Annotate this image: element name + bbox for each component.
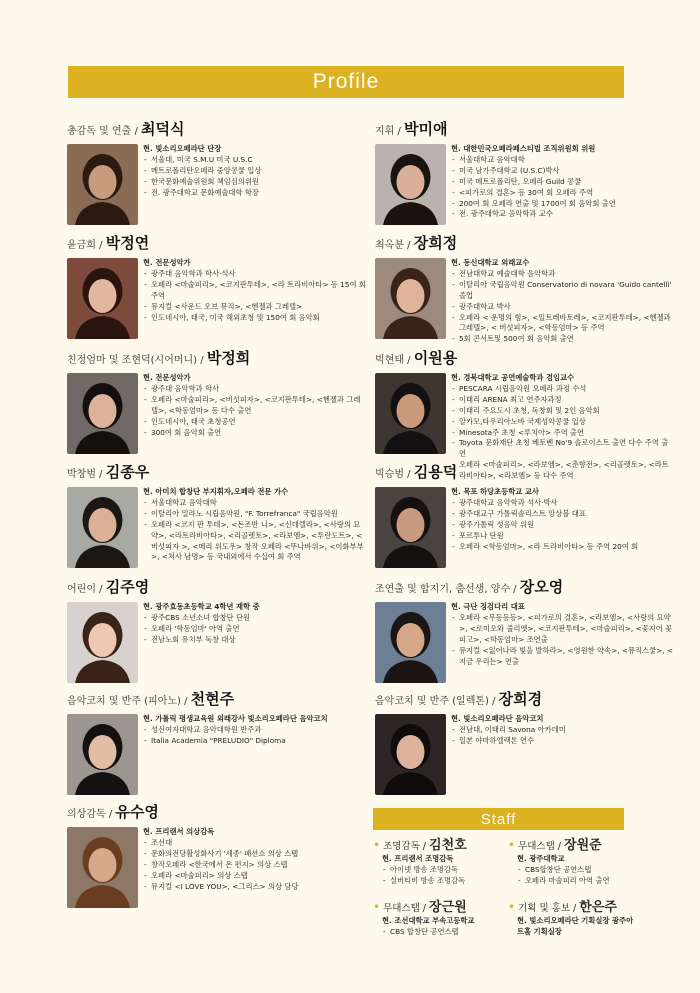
profile-role (375, 236, 675, 253)
profile-role (67, 692, 367, 709)
person-name: 김천호 (429, 838, 467, 853)
role-label: 의상감독 / (67, 809, 116, 820)
bio-heading: 현. 프리랜서 의상감독 (143, 827, 215, 836)
bio-item: - Minesota주 초청 <루치아> 주역 출연 (451, 428, 675, 439)
staff-item: - 아이넷 방송 조명감독 (382, 865, 503, 876)
person-name: 김용덕 (413, 463, 458, 481)
role-label: 조명감독 / (383, 841, 430, 852)
bullet-icon: • (508, 838, 516, 852)
bio-item: - 알카모,타우리아노바 국제성악콩쿨 입상 (451, 417, 675, 428)
profile-entry (375, 692, 675, 795)
staff-item: - CBS 합창단 공연스탭 (382, 927, 503, 938)
bio-text (451, 258, 675, 345)
person-name: 김종우 (105, 463, 150, 481)
bio-heading: 현. 아미치 합창단 부지휘자,오페라 전문 가수 (143, 487, 289, 496)
staff-role (373, 900, 503, 916)
profile-role (375, 351, 675, 368)
staff-heading: 현. 빛소리오페라단 기획실장 광주아트홀 기획실장 (517, 916, 634, 936)
profile-entry (375, 465, 675, 568)
role-label: 무대스탭 / (383, 903, 430, 914)
profile-entry (375, 580, 675, 683)
bio-item: - 광주대 음악학과 학사 (143, 384, 367, 395)
bio-item: - 오페라 <코지 판 투테>, <돈조반 니>, <신데렐라>, <사랑의 묘약>, <라트라비아타>, <리골렛토>, <라보엠>, <투란도트>, <버섯피자 >, <메리 위도우> 창작 오페라 <뚜나바위>, <이화부부>, <처사 남명> 등 국내외에서 수십여 회 주역 (143, 520, 367, 564)
bio-item: - 인도네시아, 태국, 미국 해외초청 및 150여 회 음악회 (143, 313, 367, 324)
bio-item: - 이태리 주요도시 초청, 독창회 및 2인 음악회 (451, 406, 675, 417)
profile-role (67, 580, 367, 597)
portrait-photo (375, 373, 446, 454)
bio-heading: 현. 가톨릭 평생교육원 외래강사 빛소리오페라단 음악코치 (143, 714, 328, 723)
staff-heading: 현. 조선대학교 부속고등학교 (382, 916, 475, 925)
portrait-photo (375, 602, 446, 683)
bio-item: - 이태리 ARENA 최고 연주자과정 (451, 395, 675, 406)
role-label: 빅현태 / (375, 355, 414, 366)
person-name: 이원용 (413, 349, 458, 367)
bio-item: - 5회 콘서트및 500여 회 음악회 출연 (451, 334, 675, 345)
bio-text (143, 714, 367, 795)
bio-heading: 현. 극단 징검다리 대표 (451, 602, 525, 611)
staff-heading: 현. 프리랜서 조명감독 (382, 854, 454, 863)
bullet-icon: • (373, 838, 381, 852)
bio-item: - 성신여자대학교 음악대학원 반주과 (143, 725, 367, 736)
role-label: 어린이 / (67, 584, 106, 595)
bio-text (143, 487, 367, 568)
portrait-photo (67, 144, 138, 225)
profile-entry (67, 580, 367, 683)
staff-role (508, 838, 638, 854)
bio-text (451, 487, 675, 568)
role-label: 총감독 및 연출 / (67, 126, 142, 137)
bio-item: - 오페라 <마술피리>, <버섯피자>, <코지판투테>, <헨젤과 그레텔>, <학동엄마> 등 다수 출연 (143, 395, 367, 417)
bio-item: - PESCARA 시립음악원 오페라 과정 수석 (451, 384, 675, 395)
profile-banner (68, 66, 624, 98)
profile-role (67, 351, 367, 368)
bio-text (143, 827, 367, 908)
profile-entry (67, 351, 367, 454)
portrait-photo (67, 714, 138, 795)
bio-item: - 이탈리아 밀라노 시립음악원, "F. Torrefranca" 국립음악원 (143, 509, 367, 520)
person-name: 장근원 (429, 900, 467, 915)
bio-item: - 인도네시아, 태국 초청공연 (143, 417, 367, 428)
bio-text (143, 258, 367, 339)
bio-item: - 오페라 <마술피리>, <코지판투테>, <라 트라비아타> 등 15여 회 주역 (143, 280, 367, 302)
staff-item: - 실버티비 방송 조명감독 (382, 876, 503, 887)
bio-item: - 서울대, 미국 S.M.U 미국 U.S.C (143, 155, 367, 166)
portrait-photo (67, 827, 138, 908)
role-label: 최옥분 / (375, 240, 414, 251)
bio-item: - 포르투나 단원 (451, 531, 675, 542)
bio-item: - 광주대 음악학과 학사·석사 (143, 269, 367, 280)
bio-item: - 뮤지컬 <사운드 오브 뮤직>, <헨젤과 그레텔> (143, 302, 367, 313)
bio-text (451, 144, 675, 225)
bio-item: - 오페라 <마술피리>, <라보엠>, <춘향전>, <리골렛토>, <라트라비아타>, <라보엠> 등 다수 주역 (451, 460, 675, 482)
person-name: 장원준 (564, 838, 602, 853)
role-label: 무대스탭 / (518, 841, 565, 852)
bio-heading: 현. 전문성악가 (143, 258, 191, 267)
person-name: 박정희 (206, 349, 251, 367)
role-label: 음악코치 및 반주 (일렉톤) / (375, 696, 499, 707)
role-label: 기획 및 홍보 / (518, 903, 580, 914)
bio-heading: 현. 빛소리오페라단 단장 (143, 144, 222, 153)
person-name: 박미애 (404, 120, 448, 138)
role-label: 친정엄마 및 조현덕(시어머니) / (67, 355, 207, 366)
profile-entry (67, 236, 367, 339)
bio-item: - 광주대학교 박사 (451, 302, 675, 313)
person-name: 장오영 (519, 578, 564, 596)
profile-entry (375, 122, 675, 225)
role-label: 조연출 및 합지기, 춤선생, 양수 / (375, 584, 520, 595)
bio-item: - 200여 회 오페라 연출 및 1700여 회 음악회 출연 (451, 199, 675, 210)
staff-title: Staff (480, 810, 517, 828)
staff-item: - CBS합창단 공연스탭 (517, 865, 638, 876)
person-name: 최덕식 (141, 120, 185, 138)
staff-role (373, 838, 503, 854)
portrait-photo (67, 258, 138, 339)
bio-item: - 광주대학교 음악학과 석사·박사 (451, 498, 675, 509)
person-name: 장희정 (413, 234, 458, 252)
bio-item: - 조선대 (143, 838, 367, 849)
bio-item: - 300여 회 음악회 출연 (143, 428, 367, 439)
profile-role (375, 692, 675, 709)
staff-entry (373, 900, 503, 938)
profile-entry (67, 692, 367, 795)
bio-text (143, 602, 367, 683)
bio-item: - 이탈리아 국립음악원 Conservatorio di novara 'Guido cantelli' 졸업 (451, 280, 675, 302)
portrait-photo (67, 602, 138, 683)
bio-item: - 서울대학교 음악대학 (143, 498, 367, 509)
bio-heading: 현. 빛소리오페라단 음악코치 (451, 714, 544, 723)
bio-item: - 서울대학교 음악대학 (451, 155, 675, 166)
bio-item: - 일본 야마하엘렉톤 연수 (451, 736, 675, 747)
bio-item: - 뮤지컬 <I LOVE YOU>, <그리스> 의상 담당 (143, 882, 367, 893)
bio-item: - 창작오페라 <한국에서 온 편지> 의상 스탭 (143, 860, 367, 871)
bullet-icon: • (508, 900, 516, 914)
bio-item: - <피가로의 결혼> 등 30여 회 오페라 주역 (451, 188, 675, 199)
bio-text (143, 373, 367, 454)
person-name: 유수영 (115, 803, 159, 821)
portrait-photo (67, 373, 138, 454)
staff-banner (373, 808, 624, 830)
bio-item: - 전남대, 이태리 Savona 아카데미 (451, 725, 675, 736)
profile-role (67, 805, 367, 822)
bio-text (451, 714, 675, 795)
bio-item: - 오페라 < 운명의 힘>, <일트레바토레>, <코지판투테>, <헨젤과 그레텔>, < 버섯피자>, <학동엄마> 등 주역 (451, 313, 675, 335)
person-name: 박정연 (105, 234, 150, 252)
bullet-icon: • (373, 900, 381, 914)
bio-item: - 오페라 <학동엄마>, <라 트라비아타> 등 주역 20여 회 (451, 542, 675, 553)
staff-entry (508, 838, 638, 886)
bio-item: - Italia Academia "PRELUDIO" Diploma (143, 736, 367, 747)
portrait-photo (375, 487, 446, 568)
profile-role (67, 465, 367, 482)
person-name: 한은주 (579, 900, 617, 915)
bio-item: - 뮤지컬 <잃어나라 빛을 발하라>, <영원한 약속>, <뮤직스쿨>, <지금 우리는> 연출 (451, 646, 675, 668)
profile-role (375, 465, 675, 482)
bio-item: - 전남대학교 예술대학 음악학과 (451, 269, 675, 280)
bio-heading: 현. 동신대학교 외래교수 (451, 258, 530, 267)
person-name: 천현주 (190, 690, 235, 708)
bio-text (143, 144, 367, 225)
person-name: 김주영 (105, 578, 150, 596)
bio-item: - 전. 광주대학교 문화예술대학 학장 (143, 188, 367, 199)
profile-entry (67, 805, 367, 908)
bio-item: - 미국 남가주대학교 (U.S.C)박사 (451, 166, 675, 177)
bio-item: - 메트로폴리탄오페라 중앙콩쿨 입상 (143, 166, 367, 177)
portrait-photo (375, 258, 446, 339)
profile-role (67, 236, 367, 253)
profile-role (375, 580, 675, 597)
bio-item: - Toyota 문화재단 초청 베토벤 No'9 솔로이스트 출연 다수 주역 출연 (451, 438, 675, 460)
profile-title: Profile (312, 70, 380, 93)
bio-item: - 문화의전당활성화사기 '세종' 패션쇼 의상 스탭 (143, 849, 367, 860)
bio-heading: 현. 전문성악가 (143, 373, 191, 382)
person-name: 장희경 (498, 690, 543, 708)
staff-entry (373, 838, 503, 886)
portrait-photo (375, 714, 446, 795)
bio-item: - 한국문화예술위원회 책임심의위원 (143, 177, 367, 188)
role-label: 음악코치 및 반주 (피아노) / (67, 696, 191, 707)
bio-heading: 현. 광주효동초등학교 4학년 재학 중 (143, 602, 260, 611)
staff-item: - 오페라 마술피리 아역 출연 (517, 876, 638, 887)
profile-role (67, 122, 367, 139)
bio-heading: 현. 목포 하당초등학교 교사 (451, 487, 539, 496)
bio-item: - 광주대교구 가톨릭솔리스트 앙상블 대표 (451, 509, 675, 520)
staff-role (508, 900, 638, 916)
bio-item: - 전남노회 유치부 독창 대상 (143, 635, 367, 646)
profile-role (375, 122, 675, 139)
bio-item: - 미국 메트로폴리탄, 오페라 Guild 콩쿨 (451, 177, 675, 188)
role-label: 윤금희 / (67, 240, 106, 251)
bio-item: - 오페라 <마술피리> 의상 스탭 (143, 871, 367, 882)
bio-item: - 광주CBS 소년소녀 합창단 단원 (143, 613, 367, 624)
bio-heading: 현. 대한민국오페라페스티벌 조직위원회 위원 (451, 144, 596, 153)
bio-item: - 오페라 <무등등등>, <피가로의 결혼>, <라보엠>, <사랑의 묘약>, <로미오와 줄리엣>, <코지판투테>, <마술피리>, <꽃지어 꽃피고>, <학동엄마> 조연출 (451, 613, 675, 646)
bio-item: - 전. 광주대학교 음악학과 교수 (451, 209, 675, 220)
bio-heading: 현. 경북대학교 공연예술학과 겸임교수 (451, 373, 575, 382)
bio-item: - 광주가톨릭 성음악 위원 (451, 520, 675, 531)
profile-entry (375, 236, 675, 345)
portrait-photo (67, 487, 138, 568)
staff-entry (508, 900, 638, 938)
role-label: 지휘 / (375, 126, 405, 137)
profile-entry (67, 122, 367, 225)
portrait-photo (375, 144, 446, 225)
bio-text (451, 602, 675, 683)
staff-heading: 현. 광주대학교 (517, 854, 565, 863)
profile-entry (67, 465, 367, 568)
bio-item: - 오페라 '학동엄마' 아역 출연 (143, 624, 367, 635)
role-label: 빅승범 / (375, 469, 414, 480)
role-label: 박창범 / (67, 469, 106, 480)
